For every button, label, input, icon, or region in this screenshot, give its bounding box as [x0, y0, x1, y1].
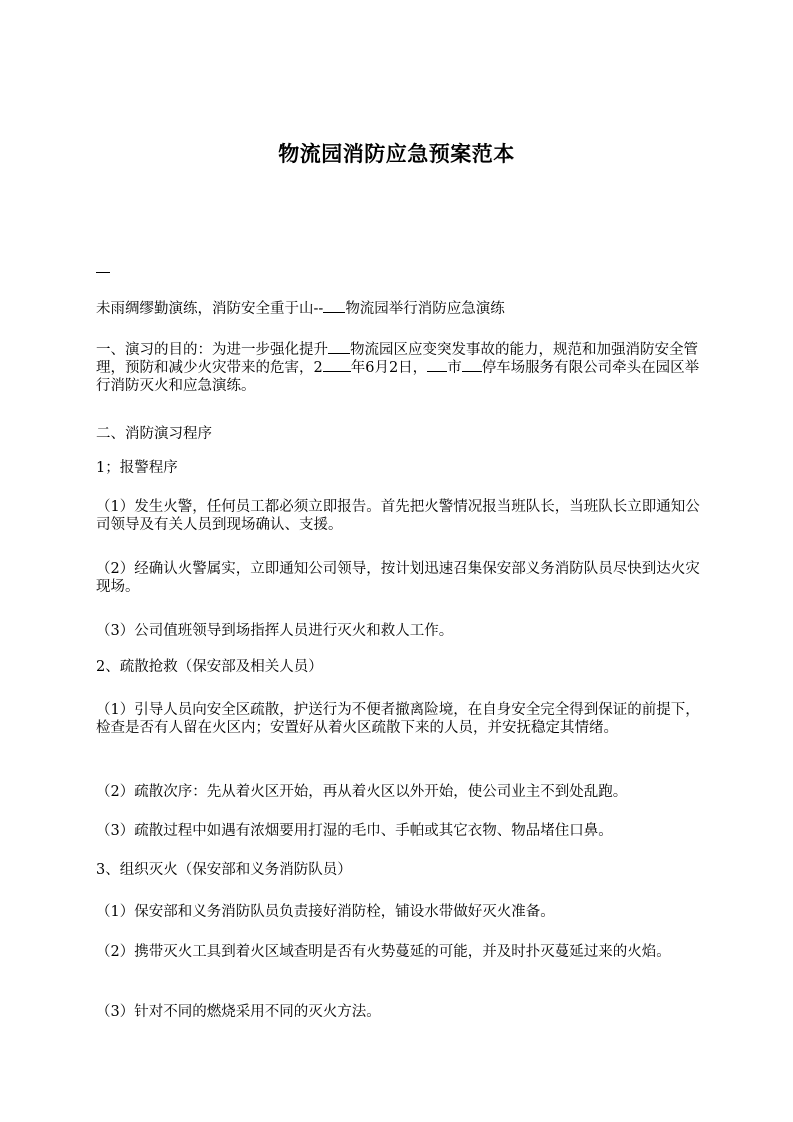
section-heading-drill: 二、消防演习程序: [96, 426, 212, 442]
purpose-text-1: 一、演习的目的：为进一步强化提升: [96, 342, 328, 358]
evac-item-1: （1）引导人员向安全区疏散，护送行为不便者撤离险境，在自身安全完全得到保证的前提下，检查是否有人留在火区内；安置好从着火区疏散下来的人员，并安抚稳定其情绪。: [96, 702, 700, 736]
evac-item-3: （3）疏散过程中如遇有浓烟要用打湿的毛巾、手帕或其它衣物、物品堵住口鼻。: [96, 823, 613, 839]
alarm-item-3: （3）公司值班领导到场指挥人员进行灭火和救人工作。: [96, 623, 454, 639]
fire-heading: 3、组织灭火（保安部和义务消防队员）: [96, 862, 352, 878]
blank-field: [323, 300, 345, 313]
purpose-text-2: 物流园区应变突发事故的能力，规范和加强消防安全管理，预防和减少火灾带来的危害，2: [96, 342, 698, 376]
purpose-text-3: 年6月2日，: [350, 360, 428, 376]
purpose-paragraph: [96, 341, 702, 395]
purpose-text-5: 停车场服务有限公司牵头在园区举行消防灭火和应急演练。: [96, 360, 700, 394]
page-title: 物流园消防应急预案范本: [278, 141, 515, 166]
intro-paragraph: [96, 300, 702, 318]
fire-item-1: （1）保安部和义务消防队员负责接好消防栓，铺设水带做好灭火准备。: [96, 904, 555, 920]
alarm-item-1: （1）发生火警，任何员工都必须立即报告。首先把火警情况报当班队长，当班队长立即通知公司领导及有关人员到现场确认、支援。: [96, 499, 700, 533]
fire-item-3: （3）针对不同的燃烧采用不同的灭火方法。: [96, 1004, 381, 1020]
fire-item-2: （2）携带灭火工具到着火区域查明是否有火势蔓延的可能，并及时扑灭蔓延过来的火焰。: [96, 944, 671, 960]
intro-text-before: 未雨绸缪勤演练，消防安全重于山--: [96, 301, 324, 317]
blank-field: [462, 359, 482, 372]
blank-field: [427, 359, 447, 372]
blank-field: [328, 341, 350, 354]
blank-field: [323, 359, 351, 372]
evac-item-2: （2）疏散次序：先从着火区开始，再从着火区以外开始，使公司业主不到处乱跑。: [96, 784, 628, 800]
alarm-item-2: （2）经确认火警属实，立即通知公司领导，按计划迅速召集保安部义务消防队员尽快到达火灾现场。: [96, 561, 700, 595]
evac-heading: 2、疏散抢救（保安部及相关人员）: [96, 659, 323, 675]
alarm-heading: 1；报警程序: [96, 460, 178, 476]
blank-line-mark: [96, 272, 110, 273]
intro-text-after: 物流园举行消防应急演练: [345, 301, 505, 317]
purpose-text-4: 市: [447, 360, 462, 376]
